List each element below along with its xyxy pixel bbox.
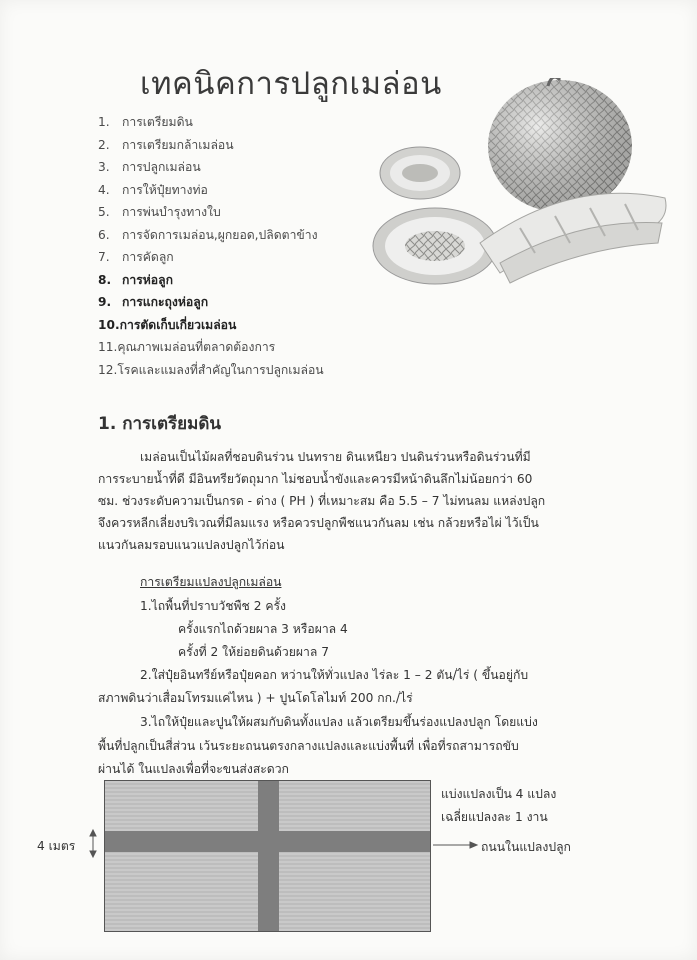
area-label: เฉลี่ยแปลงละ 1 งาน xyxy=(441,810,548,824)
toc-item: 3. การปลูกเมล่อน xyxy=(98,160,201,174)
step-3-cont: ผ่านได้ ในแปลงเพื่อที่จะขนส่งสะดวก xyxy=(98,762,289,776)
step-2: 2.ใส่ปุ๋ยอินทรีย์หรือปุ๋ยคอก หว่านให้ทั่วแปลง ไร่ละ 1 – 2 ตัน/ไร่ ( ขึ้นอยู่กับ xyxy=(140,668,529,682)
step-3-cont: พื้นที่ปลูกเป็นสี่ส่วน เว้นระยะถนนตรงกลางแปลงและแบ่งพื้นที่ เพื่อที่รถสามารถขับ xyxy=(98,739,519,753)
step-2-cont: สภาพดินว่าเสื่อมโทรมแค่ไหน ) + ปูนโดโลไมท์ 200 กก./ไร่ xyxy=(98,691,413,705)
step-1: 1.ไถพื้นที่ปราบวัชพืช 2 ครั้ง xyxy=(140,599,286,613)
toc-item: 9. การแกะถุงห่อลูก xyxy=(98,295,209,309)
paragraph-line: แนวกันลมรอบแนวแปลงปลูกไว้ก่อน xyxy=(98,538,285,552)
toc-item: 1. การเตรียมดิน xyxy=(98,115,193,129)
page-title: เทคนิคการปลูกเมล่อน xyxy=(140,66,442,102)
toc-item: 11.คุณภาพเมล่อนที่ตลาดต้องการ xyxy=(98,340,276,354)
paragraph-line: การระบายน้ำที่ดี มีอินทรียวัตถุมาก ไม่ชอบน้ำขังและควรมีหน้าดินลึกไม่น้อยกว่า 60 xyxy=(98,472,533,486)
paragraph-line: เมล่อนเป็นไม้ผลที่ชอบดินร่วน ปนทราย ดินเหนียว ปนดินร่วนหรือดินร่วนที่มี xyxy=(140,450,531,464)
section-heading: 1. การเตรียมดิน xyxy=(98,414,221,434)
toc-item: 4. การให้ปุ๋ยทางท่อ xyxy=(98,182,208,197)
paragraph-line: จึงควรหลีกเลี่ยงบริเวณที่มีลมแรง หรือควรปลูกพืชแนวกันลม เช่น กล้วยหรือไผ่ ไว้เป็น xyxy=(98,516,539,530)
toc-item: 2. การเตรียมกล้าเมล่อน xyxy=(98,137,234,152)
width-label: 4 เมตร xyxy=(37,839,76,853)
plots-label: แบ่งแปลงเป็น 4 แปลง xyxy=(441,787,557,801)
toc-item: 10.การตัดเก็บเกี่ยวเมล่อน xyxy=(98,317,237,332)
step-3: 3.ไถให้ปุ๋ยและปูนให้ผสมกับดินทั้งแปลง แล้วเตรียมขึ้นร่องแปลงปลูก โดยแบ่ง xyxy=(140,715,538,729)
toc-item: 7. การคัดลูก xyxy=(98,250,174,264)
toc-item: 8. การห่อลูก xyxy=(98,272,173,287)
toc-item: 6. การจัดการเมล่อน,ผูกยอด,ปลิดตาข้าง xyxy=(98,227,318,242)
step-1b: ครั้งที่ 2 ให้ย่อยดินด้วยผาล 7 xyxy=(178,645,329,659)
subheading: การเตรียมแปลงปลูกเมล่อน xyxy=(140,575,282,589)
step-1a: ครั้งแรกไถด้วยผาล 3 หรือผาล 4 xyxy=(178,622,348,636)
toc-item: 5. การพ่นบำรุงทางใบ xyxy=(98,205,221,219)
road-label: ถนนในแปลงปลูก xyxy=(481,840,571,854)
toc-item: 12.โรคและแมลงที่สำคัญในการปลูกเมล่อน xyxy=(98,362,324,377)
paragraph-line: ซม. ช่วงระดับความเป็นกรด - ด่าง ( PH ) ที่เหมาะสม คือ 5.5 – 7 ไม่ทนลม แหล่งปลูก xyxy=(98,494,546,508)
